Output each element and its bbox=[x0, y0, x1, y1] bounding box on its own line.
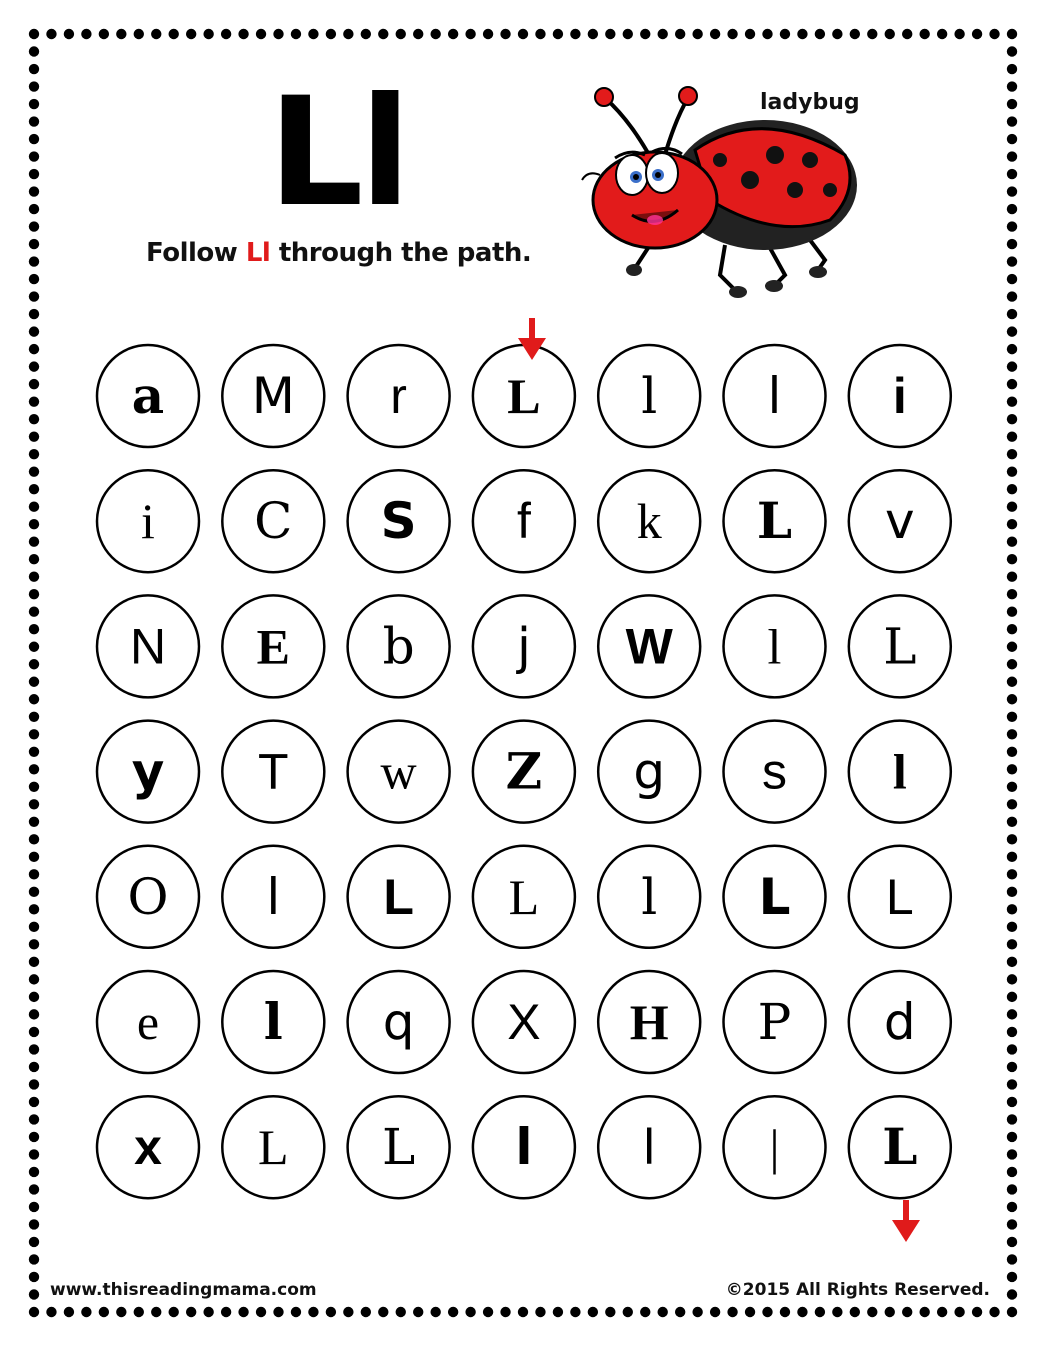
maze-cell[interactable] bbox=[348, 971, 450, 1073]
maze-cell[interactable] bbox=[473, 470, 575, 572]
cell-letter: L bbox=[885, 868, 914, 925]
cell-letter: W bbox=[625, 618, 673, 675]
maze-cell[interactable] bbox=[473, 721, 575, 823]
cell-letter: x bbox=[134, 1119, 162, 1176]
cell-letter: l bbox=[641, 867, 658, 926]
cell-letter: s bbox=[762, 743, 787, 800]
cell-letter: L bbox=[756, 491, 793, 551]
featured-letter: Ll bbox=[268, 66, 407, 240]
maze-cell[interactable] bbox=[724, 721, 826, 823]
maze-cell[interactable] bbox=[849, 721, 951, 823]
cell-letter: T bbox=[258, 743, 289, 800]
copyright-text: ©2015 All Rights Reserved. bbox=[725, 1280, 990, 1300]
cell-letter: N bbox=[129, 618, 167, 675]
maze-cell[interactable] bbox=[222, 345, 324, 447]
maze-cell[interactable] bbox=[849, 1096, 951, 1198]
maze-cell[interactable] bbox=[222, 721, 324, 823]
maze-cell[interactable] bbox=[473, 971, 575, 1073]
cell-letter: b bbox=[382, 617, 415, 676]
cell-letter: C bbox=[254, 492, 293, 551]
cell-letter: X bbox=[507, 994, 541, 1050]
maze-cell[interactable] bbox=[598, 595, 700, 697]
maze-cell[interactable] bbox=[724, 345, 826, 447]
cell-letter: l bbox=[767, 367, 782, 425]
cell-letter: v bbox=[885, 492, 915, 551]
cell-letter: P bbox=[757, 993, 792, 1051]
cell-letter: O bbox=[127, 867, 169, 926]
cell-letter: l bbox=[892, 743, 907, 800]
cell-letter: L bbox=[882, 1117, 918, 1177]
cell-letter: Z bbox=[505, 741, 543, 801]
maze-cell[interactable] bbox=[849, 971, 951, 1073]
cell-letter: l bbox=[767, 618, 782, 675]
maze-cell[interactable] bbox=[222, 470, 324, 572]
cell-letter: w bbox=[380, 743, 417, 800]
maze-cell[interactable] bbox=[348, 595, 450, 697]
maze-cell[interactable] bbox=[598, 846, 700, 948]
maze-cell[interactable] bbox=[598, 971, 700, 1073]
maze-cell[interactable] bbox=[348, 470, 450, 572]
cell-letter: H bbox=[629, 994, 669, 1050]
maze-cell[interactable] bbox=[97, 1096, 199, 1198]
maze-cell[interactable] bbox=[97, 595, 199, 697]
cell-letter: e bbox=[136, 994, 160, 1050]
cell-letter: L bbox=[883, 617, 917, 676]
cell-letter: M bbox=[251, 367, 295, 425]
maze-cell[interactable] bbox=[598, 1096, 700, 1198]
maze-cell[interactable] bbox=[849, 345, 951, 447]
cell-letter: d bbox=[883, 993, 916, 1051]
maze-cell[interactable] bbox=[348, 1096, 450, 1198]
cell-letter: L bbox=[758, 867, 791, 926]
maze-cell[interactable] bbox=[97, 846, 199, 948]
cell-letter: r bbox=[390, 368, 407, 424]
cell-letter: a bbox=[131, 366, 165, 425]
maze-cell[interactable] bbox=[849, 846, 951, 948]
maze-cell[interactable] bbox=[598, 345, 700, 447]
cell-letter: j bbox=[516, 617, 531, 676]
maze-cell[interactable] bbox=[473, 345, 575, 447]
cell-letter: q bbox=[382, 993, 415, 1051]
maze-cell[interactable] bbox=[849, 470, 951, 572]
maze-cell[interactable] bbox=[348, 345, 450, 447]
maze-cell[interactable] bbox=[222, 971, 324, 1073]
maze-cell[interactable] bbox=[348, 721, 450, 823]
cell-letter: i bbox=[892, 368, 907, 424]
cell-letter: L bbox=[507, 368, 541, 424]
cell-letter: l bbox=[643, 1119, 655, 1176]
picture-label: ladybug bbox=[760, 90, 860, 115]
maze-cell[interactable] bbox=[598, 470, 700, 572]
website-text: www.thisreadingmama.com bbox=[50, 1280, 317, 1300]
cell-letter: i bbox=[141, 493, 155, 550]
cell-letter: y bbox=[131, 742, 165, 801]
cell-letter: S bbox=[380, 492, 417, 551]
instruction-letter: Ll bbox=[245, 238, 271, 268]
instruction-prefix: Follow bbox=[146, 238, 246, 268]
maze-cell[interactable] bbox=[97, 971, 199, 1073]
maze-cell[interactable] bbox=[222, 1096, 324, 1198]
maze-cell[interactable] bbox=[473, 595, 575, 697]
cell-letter: l bbox=[641, 367, 658, 425]
maze-cell[interactable] bbox=[724, 1096, 826, 1198]
maze-cell[interactable] bbox=[222, 595, 324, 697]
cell-letter: l bbox=[263, 992, 283, 1051]
cell-letter: L bbox=[508, 868, 540, 925]
maze-cell[interactable] bbox=[598, 721, 700, 823]
maze-cell[interactable] bbox=[724, 846, 826, 948]
maze-cell[interactable] bbox=[222, 846, 324, 948]
maze-cell[interactable] bbox=[724, 595, 826, 697]
cell-letter: L bbox=[258, 1119, 289, 1176]
maze-cell[interactable] bbox=[97, 721, 199, 823]
cell-letter: g bbox=[633, 742, 666, 801]
cell-letter: | bbox=[769, 1119, 780, 1176]
maze-cell[interactable] bbox=[849, 595, 951, 697]
maze-cell[interactable] bbox=[473, 1096, 575, 1198]
maze-cell[interactable] bbox=[724, 971, 826, 1073]
maze-cell[interactable] bbox=[724, 470, 826, 572]
maze-cell[interactable] bbox=[348, 846, 450, 948]
cell-letter: L bbox=[381, 1118, 416, 1177]
cell-letter: E bbox=[256, 618, 290, 675]
maze-cell[interactable] bbox=[97, 345, 199, 447]
cell-letter: l bbox=[266, 867, 281, 926]
end-arrow-icon bbox=[892, 1200, 920, 1242]
cell-letter: L bbox=[383, 868, 414, 925]
maze-cell[interactable] bbox=[473, 846, 575, 948]
cell-letter: f bbox=[516, 493, 531, 550]
cell-letter: l bbox=[515, 1118, 533, 1177]
instruction-suffix: through the path. bbox=[270, 238, 532, 268]
maze-cell[interactable] bbox=[97, 470, 199, 572]
cell-letter: k bbox=[636, 493, 662, 550]
